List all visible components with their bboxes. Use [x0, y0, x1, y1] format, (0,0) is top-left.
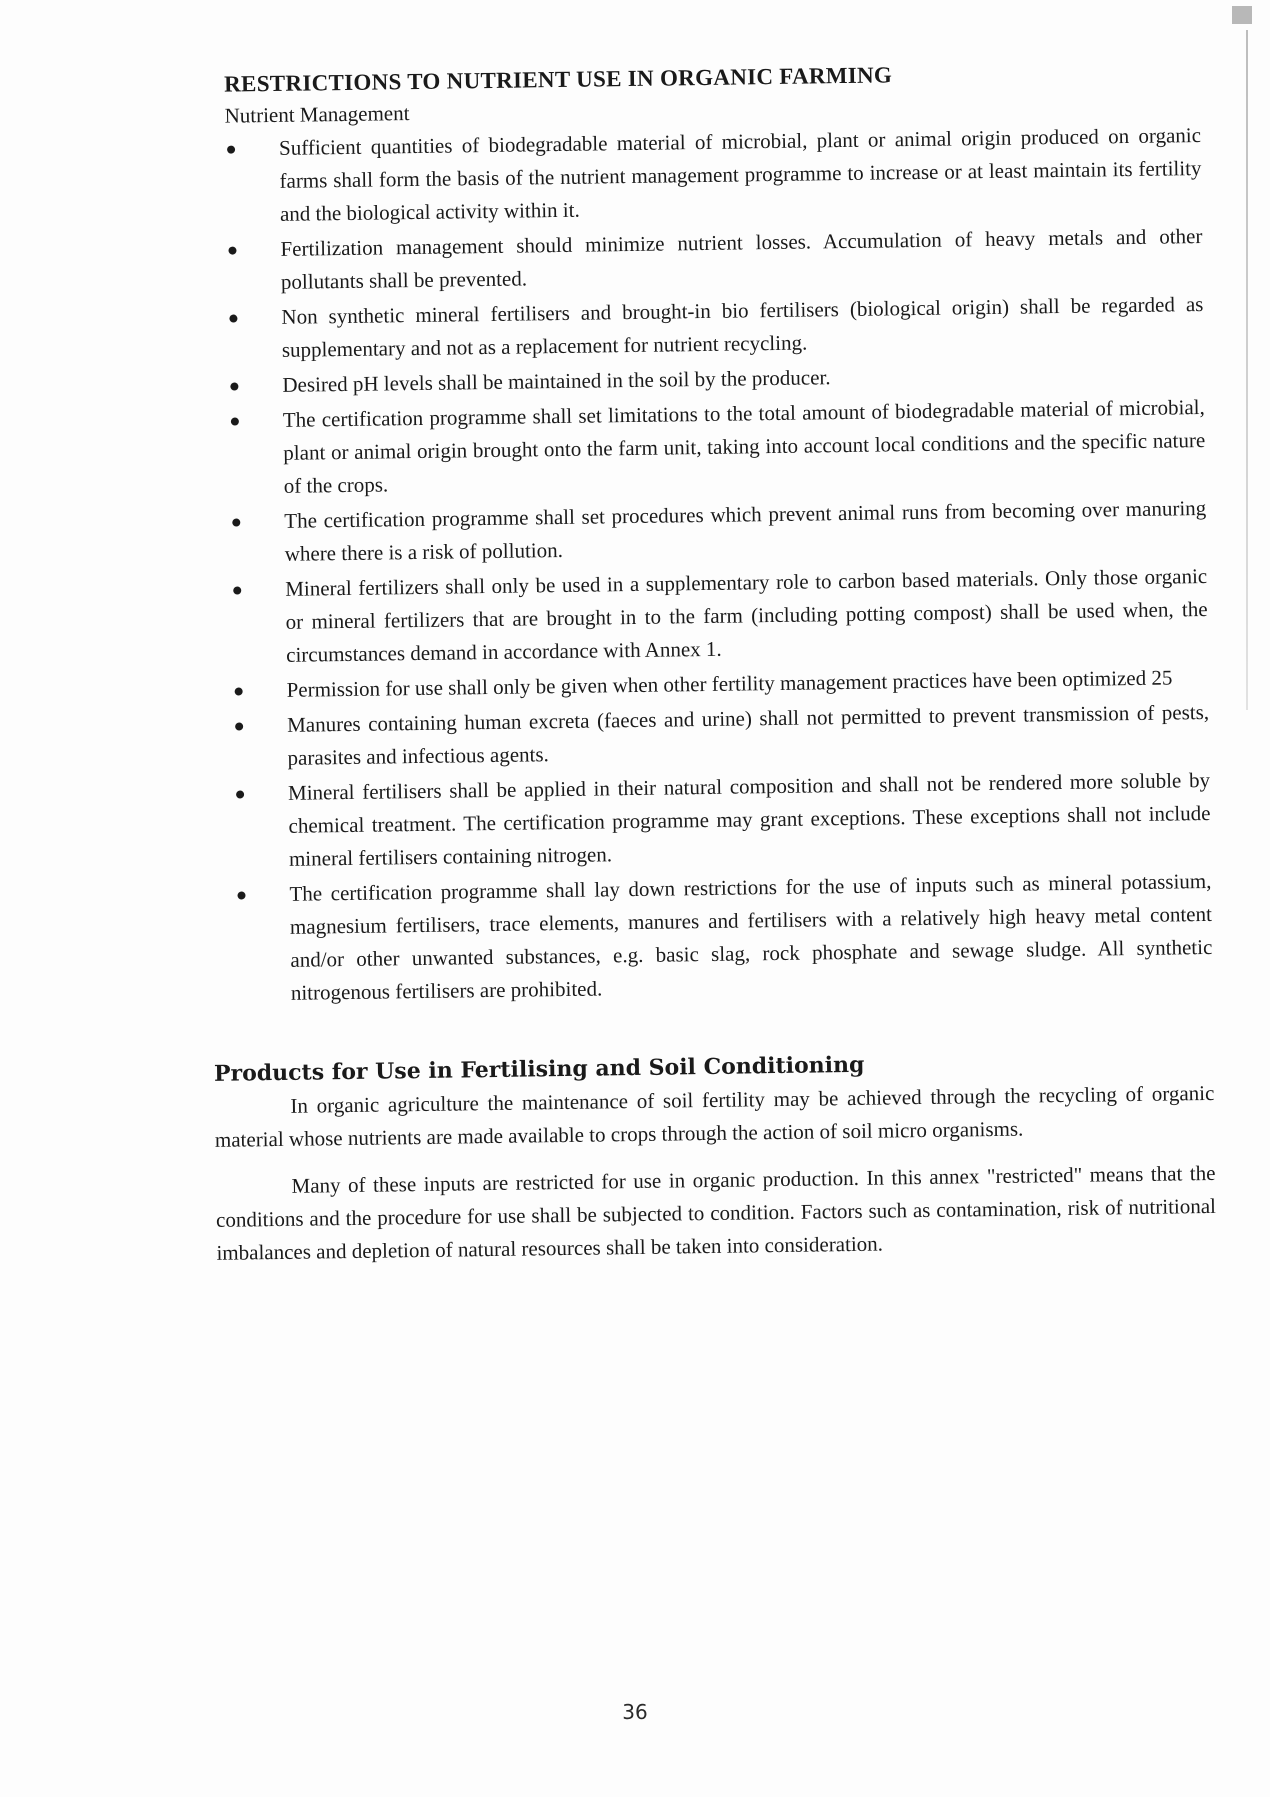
list-item: Non synthetic mineral fertilisers and brought-in bio fertilisers (biological origin) shall be regarded as supplementary and not as a replacement for nutrient recycling.	[203, 288, 1204, 368]
bullet-icon	[235, 722, 243, 730]
nutrient-management-list	[201, 119, 1213, 1011]
bullet-icon	[233, 586, 241, 594]
bullet-icon	[237, 891, 245, 899]
products-section	[214, 1047, 1217, 1270]
list-item: Permission for use shall only be given when other fertility management practices have been optimized 25	[208, 661, 1208, 708]
list-item: Fertilization management should minimize nutrient losses. Accumulation of heavy metals and other pollutants shall be prevented.	[202, 220, 1203, 300]
scan-corner-mark	[1232, 6, 1252, 24]
page-content	[200, 58, 1217, 1284]
list-item: Mineral fertilisers shall be applied in their natural composition and shall not be rendered more soluble by chemical treatment. The certification programme may grant exceptions. These exceptions shall not include mineral fertilisers containing nitrogen.	[210, 764, 1211, 877]
list-item: The certification programme shall lay down restrictions for the use of inputs such as mineral potassium, magnesium fertilisers, trace elements, manures and fertilisers with a relatively high heavy metal content and/or other unwanted substances, e.g. basic slag, rock phosphate and sewage sludge. All synthetic nitrogenous fertilisers are prohibited.	[211, 865, 1213, 1011]
subheading-nutrient-management: Nutrient Management	[224, 101, 410, 128]
bullet-icon	[236, 790, 244, 798]
bullet-icon	[235, 687, 243, 695]
page-number: 36	[622, 1700, 648, 1724]
list-item: Mineral fertilizers shall only be used in a supplementary role to carbon based materials. Only those organic or mineral fertilizers that are brought in to the farm (including potting compost) shall be used when, the circumstances demand in accordance with Annex 1.	[207, 560, 1208, 673]
list-item: The certification programme shall set procedures which prevent animal runs from becoming over manuring where there is a risk of pollution.	[206, 492, 1207, 572]
list-item: Desired pH levels shall be maintained in the soil by the producer.	[204, 356, 1204, 403]
bullet-icon	[229, 315, 237, 323]
paragraph: In organic agriculture the maintenance of soil fertility may be achieved through the recycling of organic material whose nutrients are made available to crops through the action of soil micro organisms.	[214, 1080, 1215, 1152]
bullet-icon	[230, 382, 238, 390]
bullet-icon	[231, 417, 239, 425]
scan-edge-shadow	[1246, 30, 1248, 710]
bullet-icon	[228, 247, 236, 255]
list-item: The certification programme shall set limitations to the total amount of biodegradable material of microbial, plant or animal origin brought onto the farm unit, taking into account local conditions and the specific nature of the crops.	[205, 391, 1206, 504]
page-title: RESTRICTIONS TO NUTRIENT USE IN ORGANIC FARMING	[223, 62, 893, 97]
bullet-icon	[232, 518, 240, 526]
list-item: Manures containing human excreta (faeces and urine) shall not permitted to prevent transmission of pests, parasites and infectious agents.	[209, 696, 1210, 776]
list-item: Sufficient quantities of biodegradable material of microbial, plant or animal origin produced on organic farms shall form the basis of the nutrient management programme to increase or at least maintain its fertility and the biological activity within it.	[201, 119, 1202, 232]
section-heading-products: Products for Use in Fertilising and Soil Conditioning	[213, 1051, 865, 1087]
paragraph: Many of these inputs are restricted for use in organic production. In this annex "restricted" means that the conditions and the procedure for use shall be subjected to condition. Factors such as contamination, risk of nutritional imbalances and depletion of natural resources shall be taken into consideration.	[215, 1160, 1217, 1265]
bullet-icon	[227, 146, 235, 154]
